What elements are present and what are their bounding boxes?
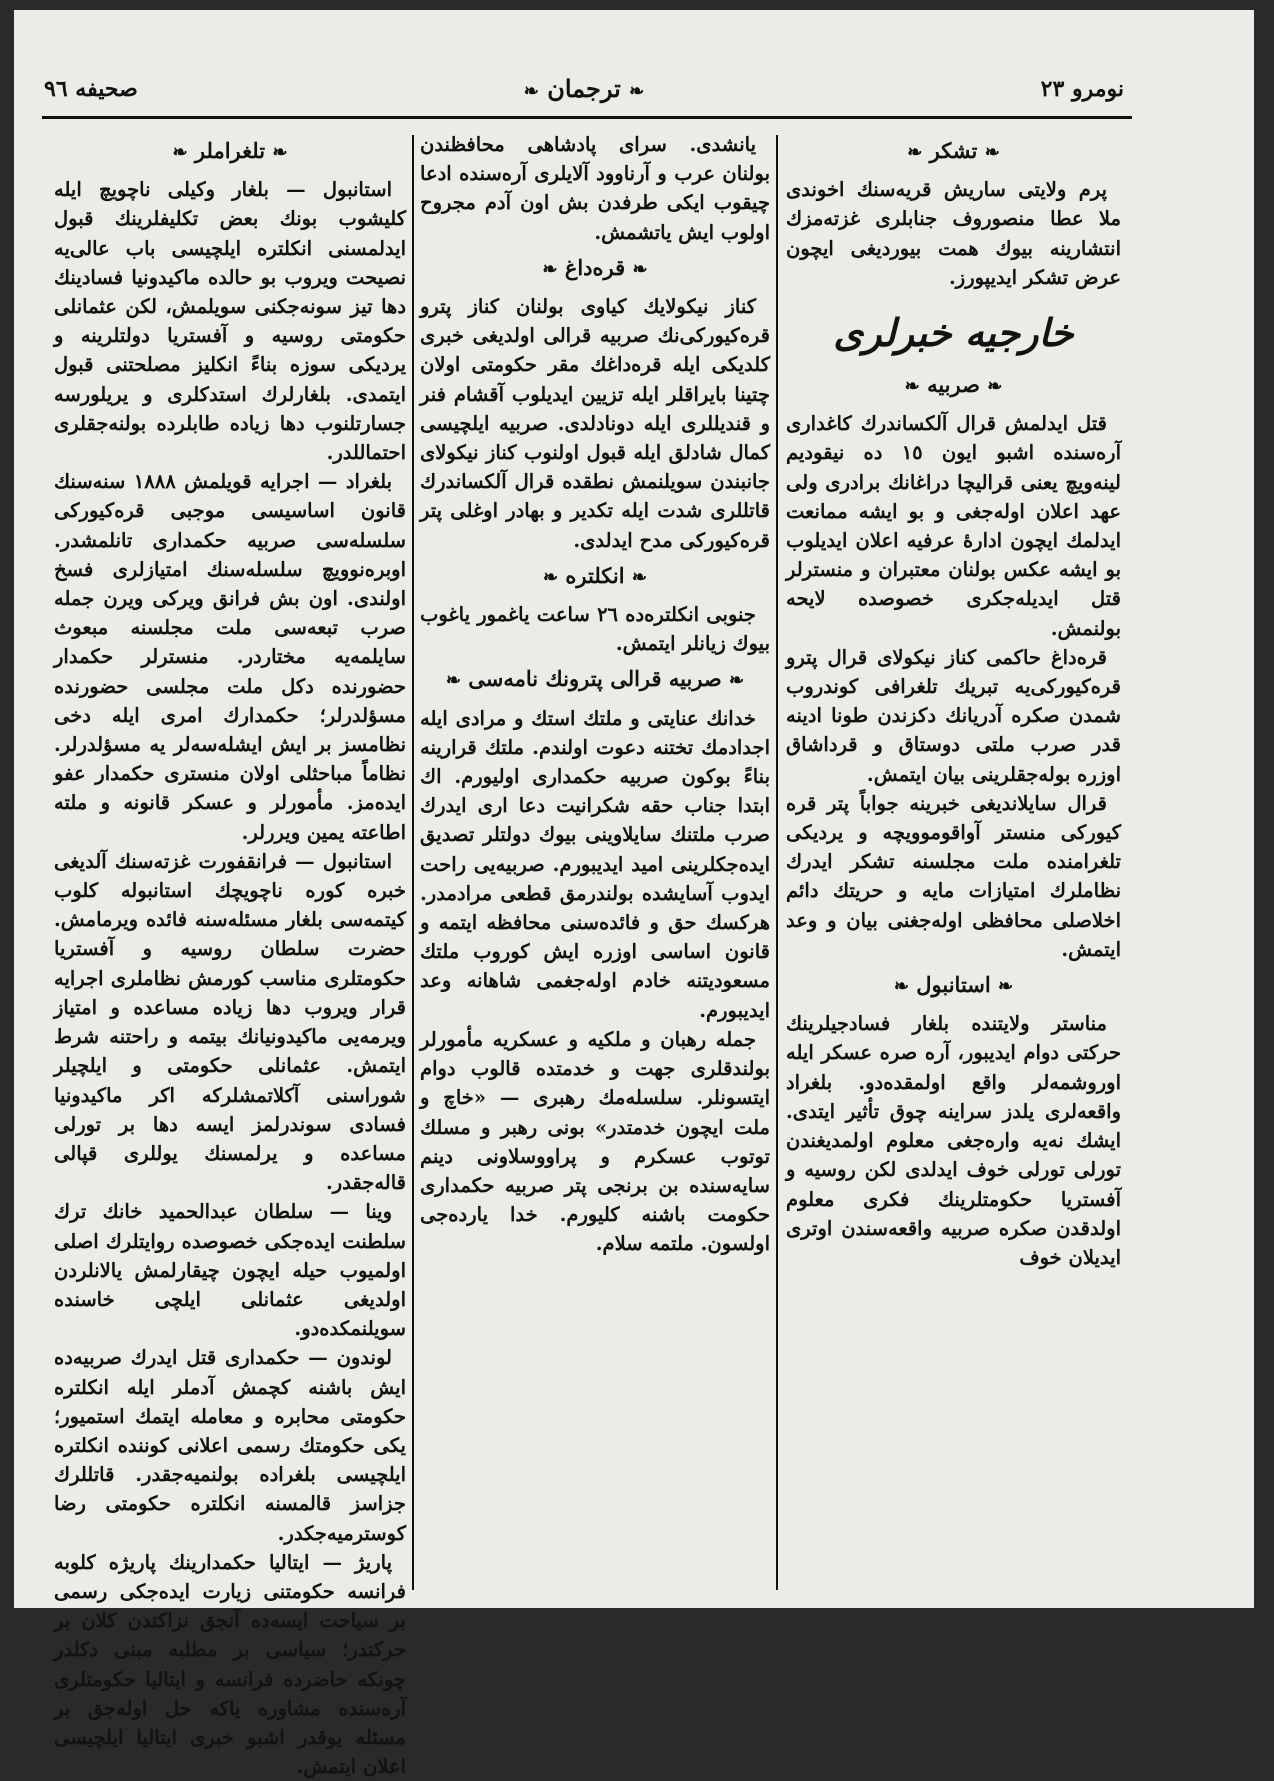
ornament-icon: ❧ (907, 142, 923, 163)
left-column (54, 130, 406, 1779)
article-paragraph: مناستر ولايتنده بلغار فسادجيلرينك حركتى دوام ايديبور، آره صره عسكر ايله اوروشمه‌لر واقع اولمقده‌دو. بلغراد واقعه‌لرى يلدز سراينه چوق تأثير ايتدى. ايشك نه‌يه وارەجغى معلوم اولمديغندن تورلى تورلى خوف ايدلدى لكن روسيه و آفستريا حكومتلرينك فكرى معلوم اولدقدن صكره صربيه واقعه‌سندن اوترى ايديلان خوف (786, 1012, 1121, 1269)
thanks-heading (786, 136, 1121, 167)
section-title: صربيه قرالى پترونك نامه‌سى (468, 666, 722, 692)
section-title: استانبول (916, 972, 991, 998)
karadag-heading (420, 253, 770, 284)
ornament-icon: ❧ (172, 142, 188, 163)
england-heading (420, 561, 770, 592)
section-title: صربيه (927, 372, 980, 398)
ornament-icon: ❧ (632, 258, 648, 280)
ornament-icon: ❧ (729, 670, 745, 692)
ornament-icon: ❧ (523, 81, 539, 102)
newspaper-page (14, 10, 1254, 1779)
ornament-icon: ❧ (984, 142, 1000, 163)
ornament-icon: ❧ (629, 81, 645, 102)
middle-column (420, 130, 770, 1595)
ornament-icon: ❧ (542, 258, 558, 280)
telegram-paragraph: وينا — سلطان عبدالحميد خانك ترك سلطنت ايده‌جكى خصوصده روايتلرك اصلى اولميوب حيله ايچون چيقارلمش يالانلردن اولديغى عثمانلى ايلچى خاسنده سويلنمكده‌دو. (54, 1200, 406, 1341)
article-paragraph: قره‌داغ حاكمى كناز نيكولاى قرال پترو قره‌كيوركى‌يه تبريك تلغرافى كوندروب شمدن صكره آدريانك دكزندن طونا ادينه قدر صرب ملتى دوستاق و قرداشاق اوزره بوله‌جقلرينى بيان ايتمش. (786, 645, 1121, 786)
foreign-news-title: خارجيه خبرلرى (833, 310, 1074, 356)
newspaper-title (44, 74, 1124, 103)
header-rule (42, 116, 1132, 119)
ornament-icon: ❧ (904, 376, 920, 398)
section-title: قره‌داغ (564, 254, 626, 280)
section-title: تشكر (929, 138, 978, 163)
newspaper-name: ترجمان (547, 74, 621, 103)
telegram-paragraph: بلغراد — اجرايه قويلمش ١٨٨٨ سنه‌سنك قانون اساسيسى موجبى قره‌كيوركى سلسله‌سى صربيه حكمدارى تانلمشدر. اوبره‌نوويچ سلسله‌سنك امتيازلرى فسخ اولندى. اون بش فرانق ويركى ويرن جمله صرب تبعه‌سى ملت مجلسنه مبعوث سايلمه‌يه مختاردر. منسترلر حكمدار حضورنده دكل ملت مجلسى حضورنده مسؤلدرلر؛ حكمدارك امرى ايله دخى نظامسز بر ايش ايشله‌سه‌لر يه مسؤلدرلر. نظاماً مباحثلى اولان منسترى حكمدار عفو ايده‌مز. مأمورلر و عسكر قانونه و ملته اطاعته يمين ويررلر. (54, 470, 406, 844)
ornament-icon: ❧ (543, 566, 559, 588)
section-title: انكلتره (565, 562, 625, 588)
article-paragraph: خدانك عنايتى و ملتك استك و مرادى ايله اجدادمك تختنه دعوت اولندم. ملتك قرارينه بناءً بوكون صربيه حكمدارى اوليورم. اك ابتدا جناب حقه شكرانيت دعا ارى ايدرك صرب ملتنك سايلاوينى بيوك دولتلر تصديق ايده‌جكلرينى اميد ايديبورم. صربيه‌يى راحت ايدوب آسايشده بولندرمق قطعى مرادمدر. هركسك حق و فائده‌سنى محافظه ايتمه و قانون اساسى اوزره ايش كوروب ملتك مسعوديتنه خادم اوله‌جغمى شاهانه وعد ايديبورم. (420, 706, 770, 1022)
istanbul-heading (786, 970, 1121, 1001)
ornament-icon: ❧ (893, 976, 909, 998)
ornament-icon: ❧ (272, 142, 288, 163)
article-paragraph: جمله رهبان و ملكيه و عسكريه مأمورلر بولندقلرى جهت و خدمتده قالوب دوام ايتسونلر. سلسله‌مك رهبرى — «خاچ و ملت ايچون خدمتدر» بونى رهبر و مسلك توتوب عسكرم و پراووسلاونى دينم سايه‌سنده بن برنجى پتر صربيه حكمدارى حكومت باشنه كليورم. خدا يارده‌جى اولسون. ملتمه سلام. (420, 1027, 770, 1256)
section-title: تلغراملر (194, 138, 266, 163)
article-paragraph: جنوبى انكلتره‌ده ٢٦ ساعت ياغمور ياغوب بيوك زيانلر ايتمش. (420, 603, 770, 656)
page-number: صحيفه ٩٦ (44, 76, 138, 102)
ornament-icon: ❧ (998, 976, 1014, 998)
telegram-paragraph: استانبول — فرانقفورت غزته‌سنك آلديغى خبره كوره ناچويچك استانبوله كلوب كيتمه‌سى بلغار مسئله‌سنه فائده ويرمامش. حضرت سلطان روسيه و آفستريا حكومتلرى مناسب كورمش نظاملرى اجرايه قرار ويروب دها زياده مساعده و امتياز ويرمه‌يى ماكيدونيانك بيتمه و راحتنه شرط ايتمش. عثمانلى حكومتى و ايلچيلر شوراسنى آكلاتمشلركه اكر ماكيدونيا فسادى سوندرلمز ايسه دها بر تورلى مساعده و يرلمسنك يوللرى قپالى قاله‌جقدر. (54, 849, 406, 1195)
serbia-heading (786, 370, 1121, 401)
column-divider (412, 135, 414, 1590)
article-paragraph: كناز نيكولايك كياوى بولنان كناز پترو قره‌كيوركى‌نك صربيه قرالى اولديغى خبرى كلديكى ايله قره‌داغك مقر حكومتى اولان چتينا بايراقلر ايله تزيين ايديلوب آقشام فنر و قنديللرى ايله دونادلدى. صربيه ايلچيسى كمال شادلق ايله قبول اولنوب كناز نيكولاى جانبندن سويلنمش نطقده قرال آلكساندرك قاتللرى شدت ايله تكدير و بهادر اوغلى پتر قره‌كيوركى مدح ايدلدى. (420, 295, 770, 552)
thanks-text: پرم ولايتى ساريش قريه‌سنك اخوندى ملا عطا منصوروف جنابلرى غزته‌مزك انتشارينه بيوك همت بيورديغى ايچون عرض تشكر ايديپورز. (786, 178, 1121, 289)
issue-number: نومرو ٢٣ (1040, 76, 1124, 102)
ornament-icon: ❧ (987, 376, 1003, 398)
article-paragraph: قتل ايدلمش قرال آلكساندرك كاغدارى آره‌سنده اشبو ايون ١٥ ده نيقوديم لينه‌ويچ يعنى قراليچا دراغانك برادرى ولى عهد اعلان اوله‌جغى و بو ايشه ممانعت ايدلمك ايچون ادارهٔ عرفيه اعلان ايديلوب بو ايشه عكس بولنان معتبران و منسترلر قتل ايديله‌جكرى خصوصده لايحه بولنمش. (786, 412, 1121, 640)
telegram-paragraph: لوندون — حكمدارى قتل ايدرك صربيه‌ده ايش باشنه كچمش آدملر ايله انكلتره حكومتى محابره و معامله ايتمك استميور؛ يكى حكومتك رسمى اعلانى كوننده انكلتره ايلچيسى بلغراده بولنميه‌جقدر. قاتللرك جزاسز قالمسنه انكلتره حكومتى رضا كوسترميه‌جكدر. (54, 1346, 406, 1545)
ornament-icon: ❧ (445, 670, 461, 692)
page-header (44, 70, 1124, 110)
column-divider (776, 135, 778, 1590)
telegram-paragraph: استانبول — بلغار وكيلى ناچويچ ايله كليشوب بونك بعض تكليفلرينك قبول ايدلمسنى انكلتره ايلچيسى باب عالى‌يه نصيحت ويروب بو حالده ماكيدونيا فسادينك دها تيز سونه‌جكنى سويلمش، لكن عثمانلى حكومتى روسيه و آفستريا دولتلرينه و يرديكى سوزه بناءً انكليز مصلحتنى قبول ايتمدى. بلغارلرك استدكلرى و يريلورسه جسارتلنوب دها زياده طابلرده بولنه‌جقلرى احتماللدر. (54, 178, 406, 465)
article-paragraph: يانشدى. سراى پادشاهى محافظندن بولنان عرب و آرناوود آلايلرى آره‌سنده ادعا چيقوب ايكى طرفدن بش اون آدم مجروح اولوب ايش ياتشمش. (420, 133, 770, 244)
right-column (786, 130, 1121, 1595)
proclamation-heading (420, 664, 770, 695)
telegrams-heading (54, 136, 406, 167)
article-paragraph: قرال سايلانديغى خبرينه جواباً پتر قره كيوركى منستر آواقوموويچه و يرديكى تلغرامنده ملت مجلسنه تشكر ايدرك نظاملرك امتيازات مايه و حريتك دائم اخلاصلى محافظى اوله‌جغنى بيان و وعد ايتمش. (786, 791, 1121, 961)
telegram-paragraph: پاريژ — ايتاليا حكمدارينك پاريژه كلوبه فرانسه حكومتنى زيارت ايده‌جكى رسمى بر سياحت ايسه‌ده آنجق نزاكتدن كلان بر حركتدر؛ سياسى بر مطلبه مبنى دكلدر چونكه حاضرده فرانسه و ايتاليا حكومتلرى آره‌سنده مشاوره ياكه حل اوله‌جق بر مسئله يوقدر اشبو خبرى ايتاليا ايلچيسى اعلان ايتمش. (54, 1550, 406, 1779)
ornament-icon: ❧ (631, 566, 647, 588)
